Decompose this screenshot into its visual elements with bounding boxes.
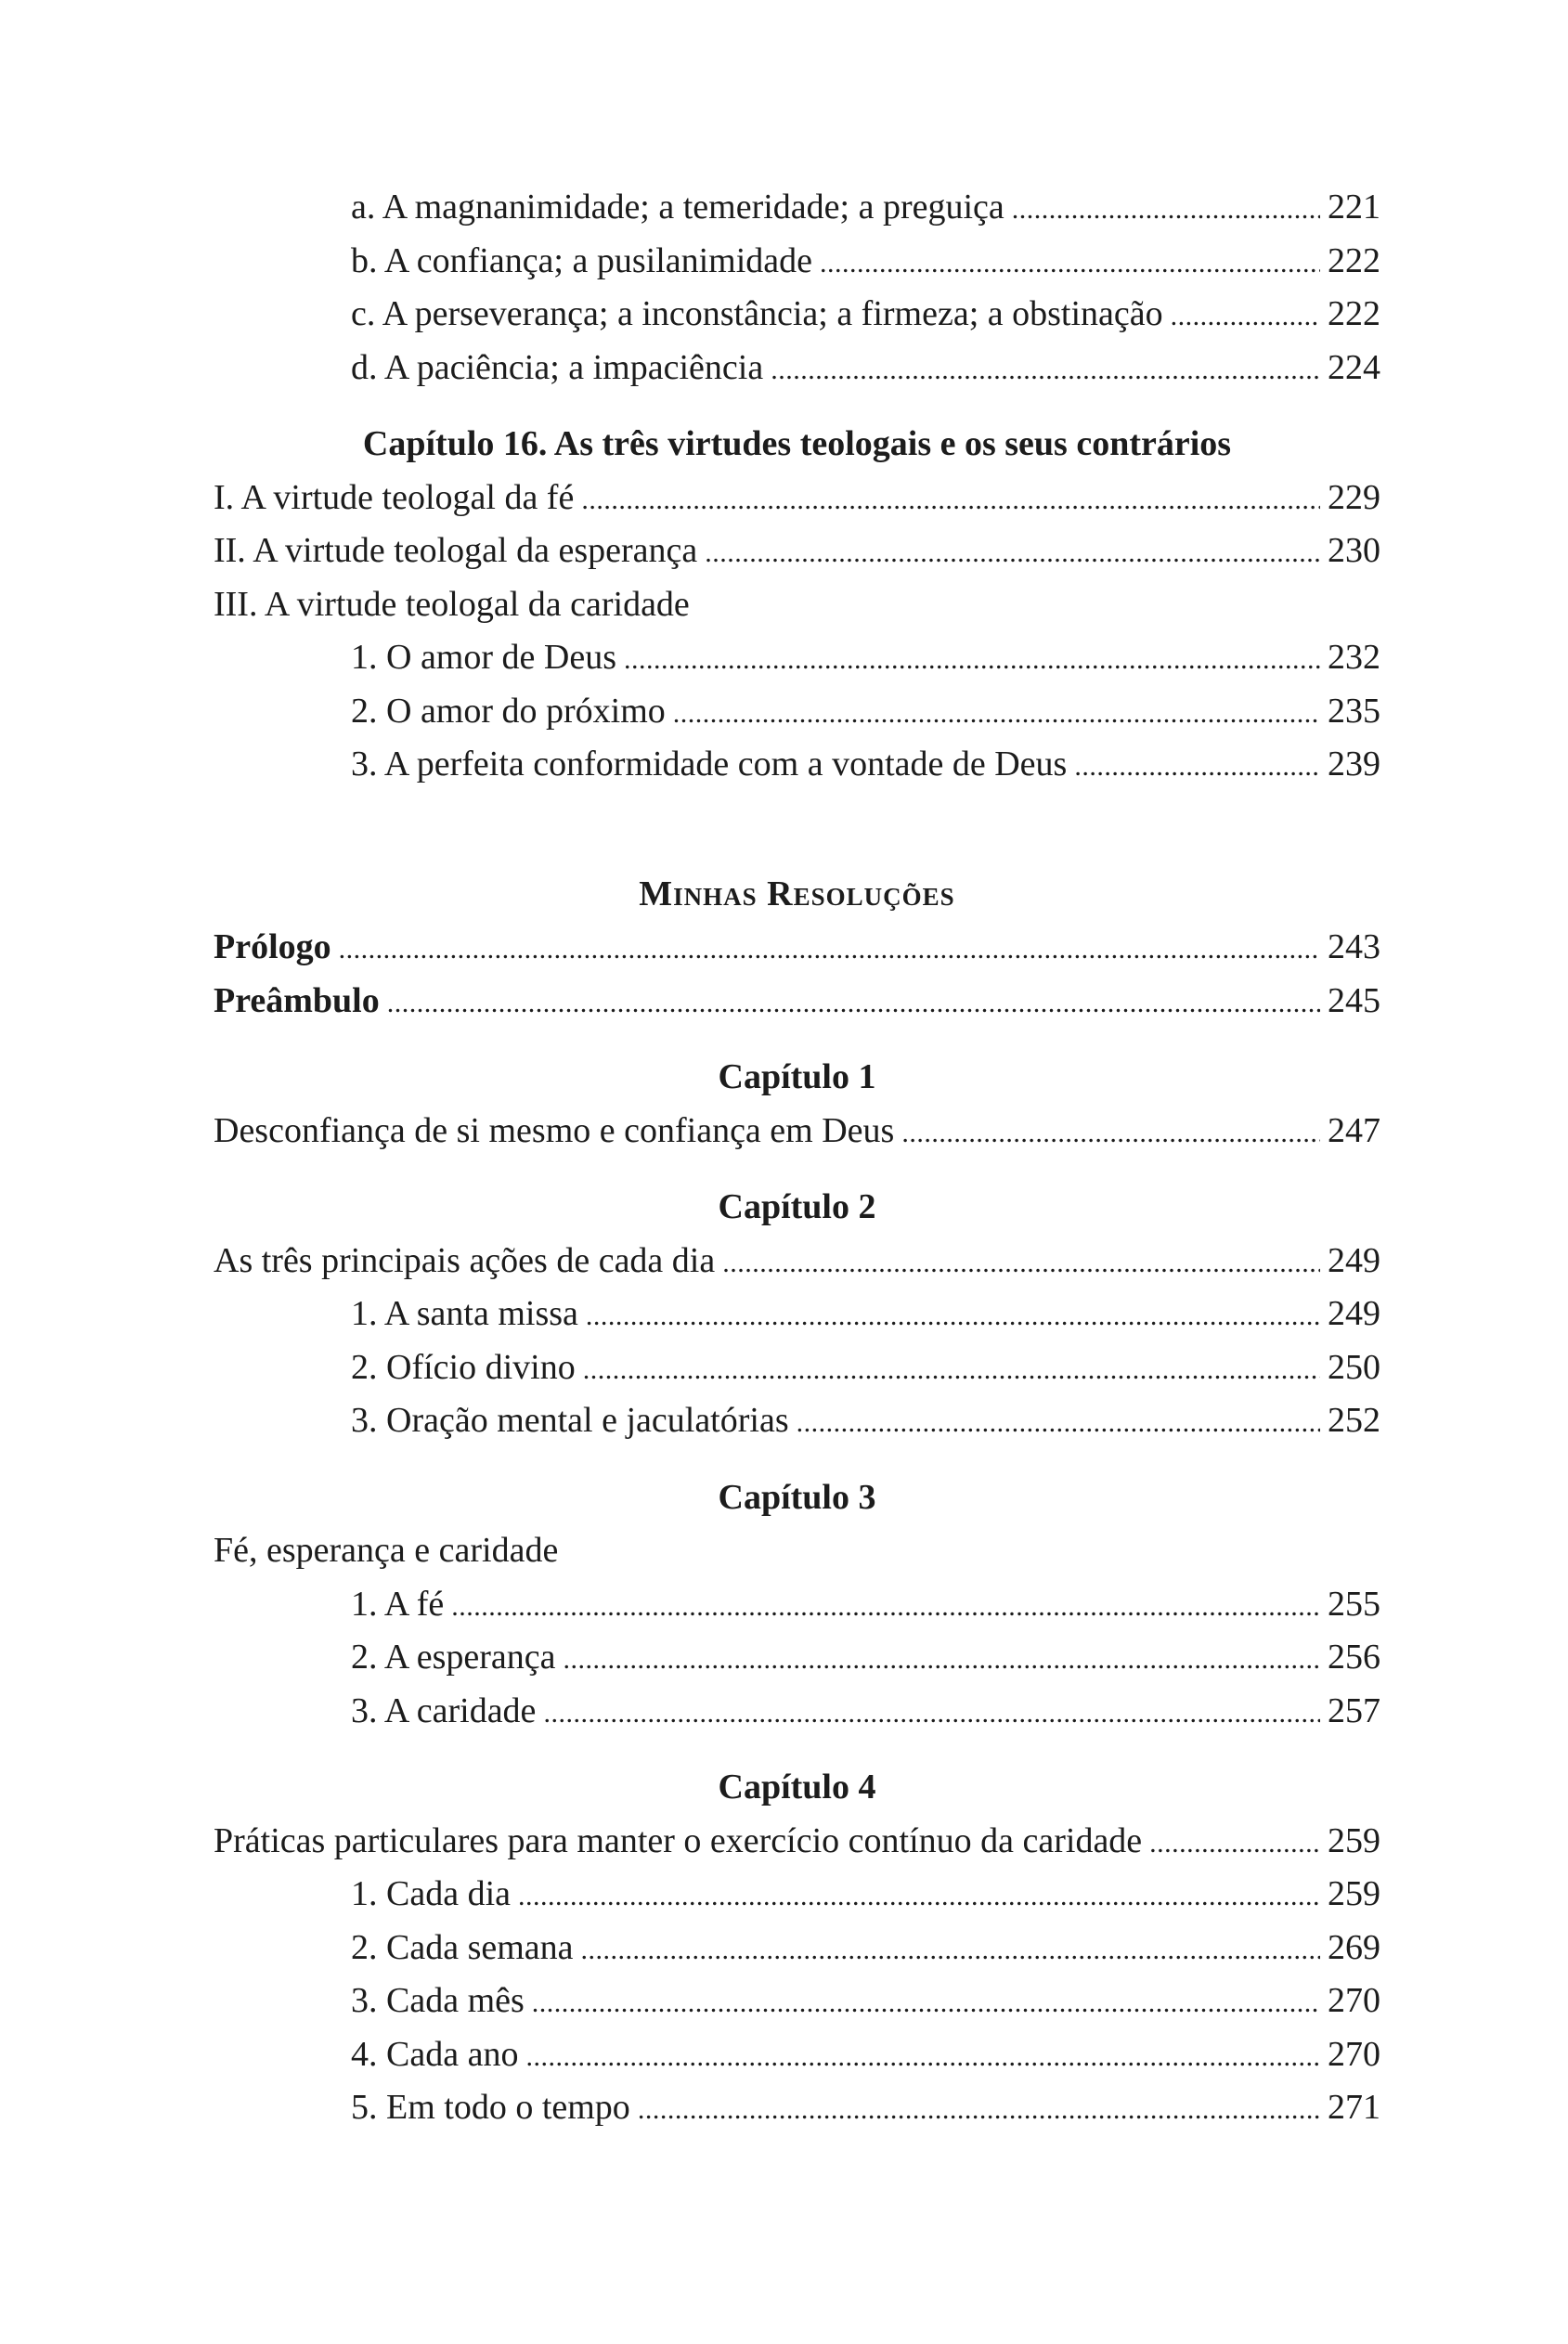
toc-entry-text: Fé, esperança e caridade — [214, 1531, 559, 1570]
leader-dots — [532, 1976, 1320, 2030]
toc-entry[interactable] — [214, 524, 1380, 578]
toc-entry-text: Prólogo — [214, 927, 331, 966]
leader-dots — [387, 977, 1320, 1030]
leader-dots — [797, 1396, 1320, 1450]
toc-page-number: 232 — [1328, 638, 1380, 677]
toc-page-number: 250 — [1328, 1347, 1380, 1387]
chapter-heading: Capítulo 2 — [718, 1187, 876, 1226]
table-of-contents — [214, 181, 1380, 2135]
toc-page-number: 270 — [1328, 1981, 1380, 2020]
toc-entry-text: Desconfiança de si mesmo e confiança em Deus — [214, 1110, 895, 1150]
toc-entry[interactable] — [214, 1105, 1380, 1159]
chapter-heading: Capítulo 16. As três virtudes teologais e os seus contrários — [362, 424, 1232, 463]
toc-page-number: 239 — [1328, 745, 1380, 783]
toc-entry-text: As três principais ações de cada dia — [214, 1240, 716, 1280]
toc-entry-text: 1. Cada dia — [351, 1874, 512, 1913]
toc-page-number: 222 — [1328, 240, 1380, 280]
toc-entry-text: 3. A perfeita conformidade com a vontade de Deus — [351, 745, 1068, 783]
leader-dots — [1074, 740, 1320, 794]
leader-dots — [525, 2030, 1320, 2084]
toc-page-number: 252 — [1328, 1401, 1380, 1440]
toc-page-number: 249 — [1328, 1294, 1380, 1333]
toc-entry[interactable] — [214, 1631, 1380, 1685]
leader-dots — [624, 633, 1320, 687]
toc-entry-text: b. A confiança; a pusilanimidade — [351, 240, 813, 280]
toc-page-number: 259 — [1328, 1820, 1380, 1860]
toc-page-number: 229 — [1328, 477, 1380, 517]
toc-page-number: 259 — [1328, 1874, 1380, 1913]
toc-entry-text: c. A perseverança; a inconstância; a firmeza; a obstinação — [351, 294, 1163, 333]
section-title: Minhas Resoluções — [639, 874, 955, 913]
toc-entry[interactable] — [214, 1922, 1380, 1975]
leader-dots — [820, 237, 1320, 291]
toc-entry-text: III. A virtude teologal da caridade — [214, 584, 690, 624]
toc-page-number: 255 — [1328, 1584, 1380, 1624]
toc-page-number: 221 — [1328, 188, 1380, 227]
toc-entry-text: a. A magnanimidade; a temeridade; a preguiça — [351, 188, 1004, 227]
toc-page-number: 269 — [1328, 1927, 1380, 1967]
leader-dots — [1149, 1817, 1320, 1871]
leader-dots — [564, 1633, 1320, 1687]
toc-entry-text: 2. Cada semana — [351, 1927, 574, 1967]
toc-entry-heading — [214, 1524, 1380, 1578]
toc-entry[interactable] — [214, 472, 1380, 525]
toc-entry[interactable] — [214, 2081, 1380, 2135]
toc-entry-preambulo[interactable] — [214, 975, 1380, 1029]
toc-entry[interactable] — [214, 1341, 1380, 1395]
leader-dots — [583, 1343, 1320, 1397]
toc-page-number: 243 — [1328, 927, 1380, 966]
leader-dots — [339, 923, 1320, 977]
toc-page-number: 256 — [1328, 1638, 1380, 1677]
toc-page-number: 270 — [1328, 2034, 1380, 2074]
toc-entry-text: 2. O amor do próximo — [351, 691, 666, 731]
toc-page-number: 247 — [1328, 1110, 1380, 1150]
toc-entry-text: 3. Oração mental e jaculatórias — [351, 1401, 789, 1440]
toc-page-number: 245 — [1328, 980, 1380, 1020]
toc-entry-text: 1. A fé — [351, 1584, 445, 1624]
toc-entry[interactable] — [214, 1235, 1380, 1289]
leader-dots — [543, 1687, 1320, 1741]
toc-page-number: 257 — [1328, 1690, 1380, 1730]
toc-entry[interactable] — [214, 288, 1380, 342]
leader-dots — [1012, 183, 1320, 237]
toc-entry[interactable] — [214, 342, 1380, 395]
toc-entry[interactable] — [214, 685, 1380, 739]
leader-dots — [673, 687, 1320, 741]
toc-entry-text: Preâmbulo — [214, 980, 380, 1020]
toc-entry-text: 3. A caridade — [351, 1690, 537, 1730]
toc-entry-text: 1. O amor de Deus — [351, 638, 616, 677]
leader-dots — [705, 526, 1320, 580]
chapter-heading: Capítulo 4 — [718, 1768, 876, 1807]
toc-entry-text: I. A virtude teologal da fé — [214, 477, 575, 517]
leader-dots — [581, 473, 1320, 527]
leader-dots — [722, 1237, 1320, 1290]
toc-page-number: 249 — [1328, 1240, 1380, 1280]
chapter-heading: Capítulo 3 — [718, 1477, 876, 1517]
toc-entry[interactable] — [214, 235, 1380, 289]
chapter-heading: Capítulo 1 — [718, 1057, 876, 1096]
toc-entry[interactable] — [214, 1685, 1380, 1739]
toc-entry[interactable] — [214, 1975, 1380, 2028]
toc-entry-text: 2. A esperança — [351, 1638, 556, 1677]
toc-entry-text: 4. Cada ano — [351, 2034, 519, 2074]
toc-entry[interactable] — [214, 1815, 1380, 1869]
leader-dots — [518, 1870, 1320, 1923]
toc-page-number: 222 — [1328, 294, 1380, 333]
toc-entry-text: 1. A santa missa — [351, 1294, 578, 1333]
toc-page-number: 224 — [1328, 347, 1380, 387]
leader-dots — [901, 1107, 1320, 1160]
toc-entry-text: 2. Ofício divino — [351, 1347, 576, 1387]
toc-entry-text: 5. Em todo o tempo — [351, 2088, 630, 2127]
toc-entry[interactable] — [214, 1578, 1380, 1632]
toc-entry[interactable] — [214, 2028, 1380, 2082]
toc-page-number: 235 — [1328, 691, 1380, 731]
toc-entry-text: Práticas particulares para manter o exercício contínuo da caridade — [214, 1820, 1143, 1860]
toc-entry[interactable] — [214, 1288, 1380, 1341]
leader-dots — [586, 1289, 1320, 1343]
toc-entry-heading — [214, 578, 1380, 632]
toc-entry[interactable] — [214, 1394, 1380, 1448]
toc-page-number: 271 — [1328, 2088, 1380, 2127]
toc-entry-text: 3. Cada mês — [351, 1981, 525, 2020]
toc-entry-prologo[interactable] — [214, 921, 1380, 975]
toc-entry[interactable] — [214, 1868, 1380, 1922]
toc-entry[interactable] — [214, 631, 1380, 685]
leader-dots — [1171, 290, 1320, 343]
toc-entry-text: II. A virtude teologal da esperança — [214, 531, 698, 570]
leader-dots — [581, 1923, 1320, 1977]
toc-entry[interactable] — [214, 181, 1380, 235]
leader-dots — [451, 1580, 1320, 1634]
toc-page-number: 230 — [1328, 531, 1380, 570]
leader-dots — [638, 2083, 1320, 2137]
toc-entry-text: d. A paciência; a impaciência — [351, 347, 764, 387]
toc-entry[interactable] — [214, 738, 1380, 792]
leader-dots — [771, 343, 1320, 397]
